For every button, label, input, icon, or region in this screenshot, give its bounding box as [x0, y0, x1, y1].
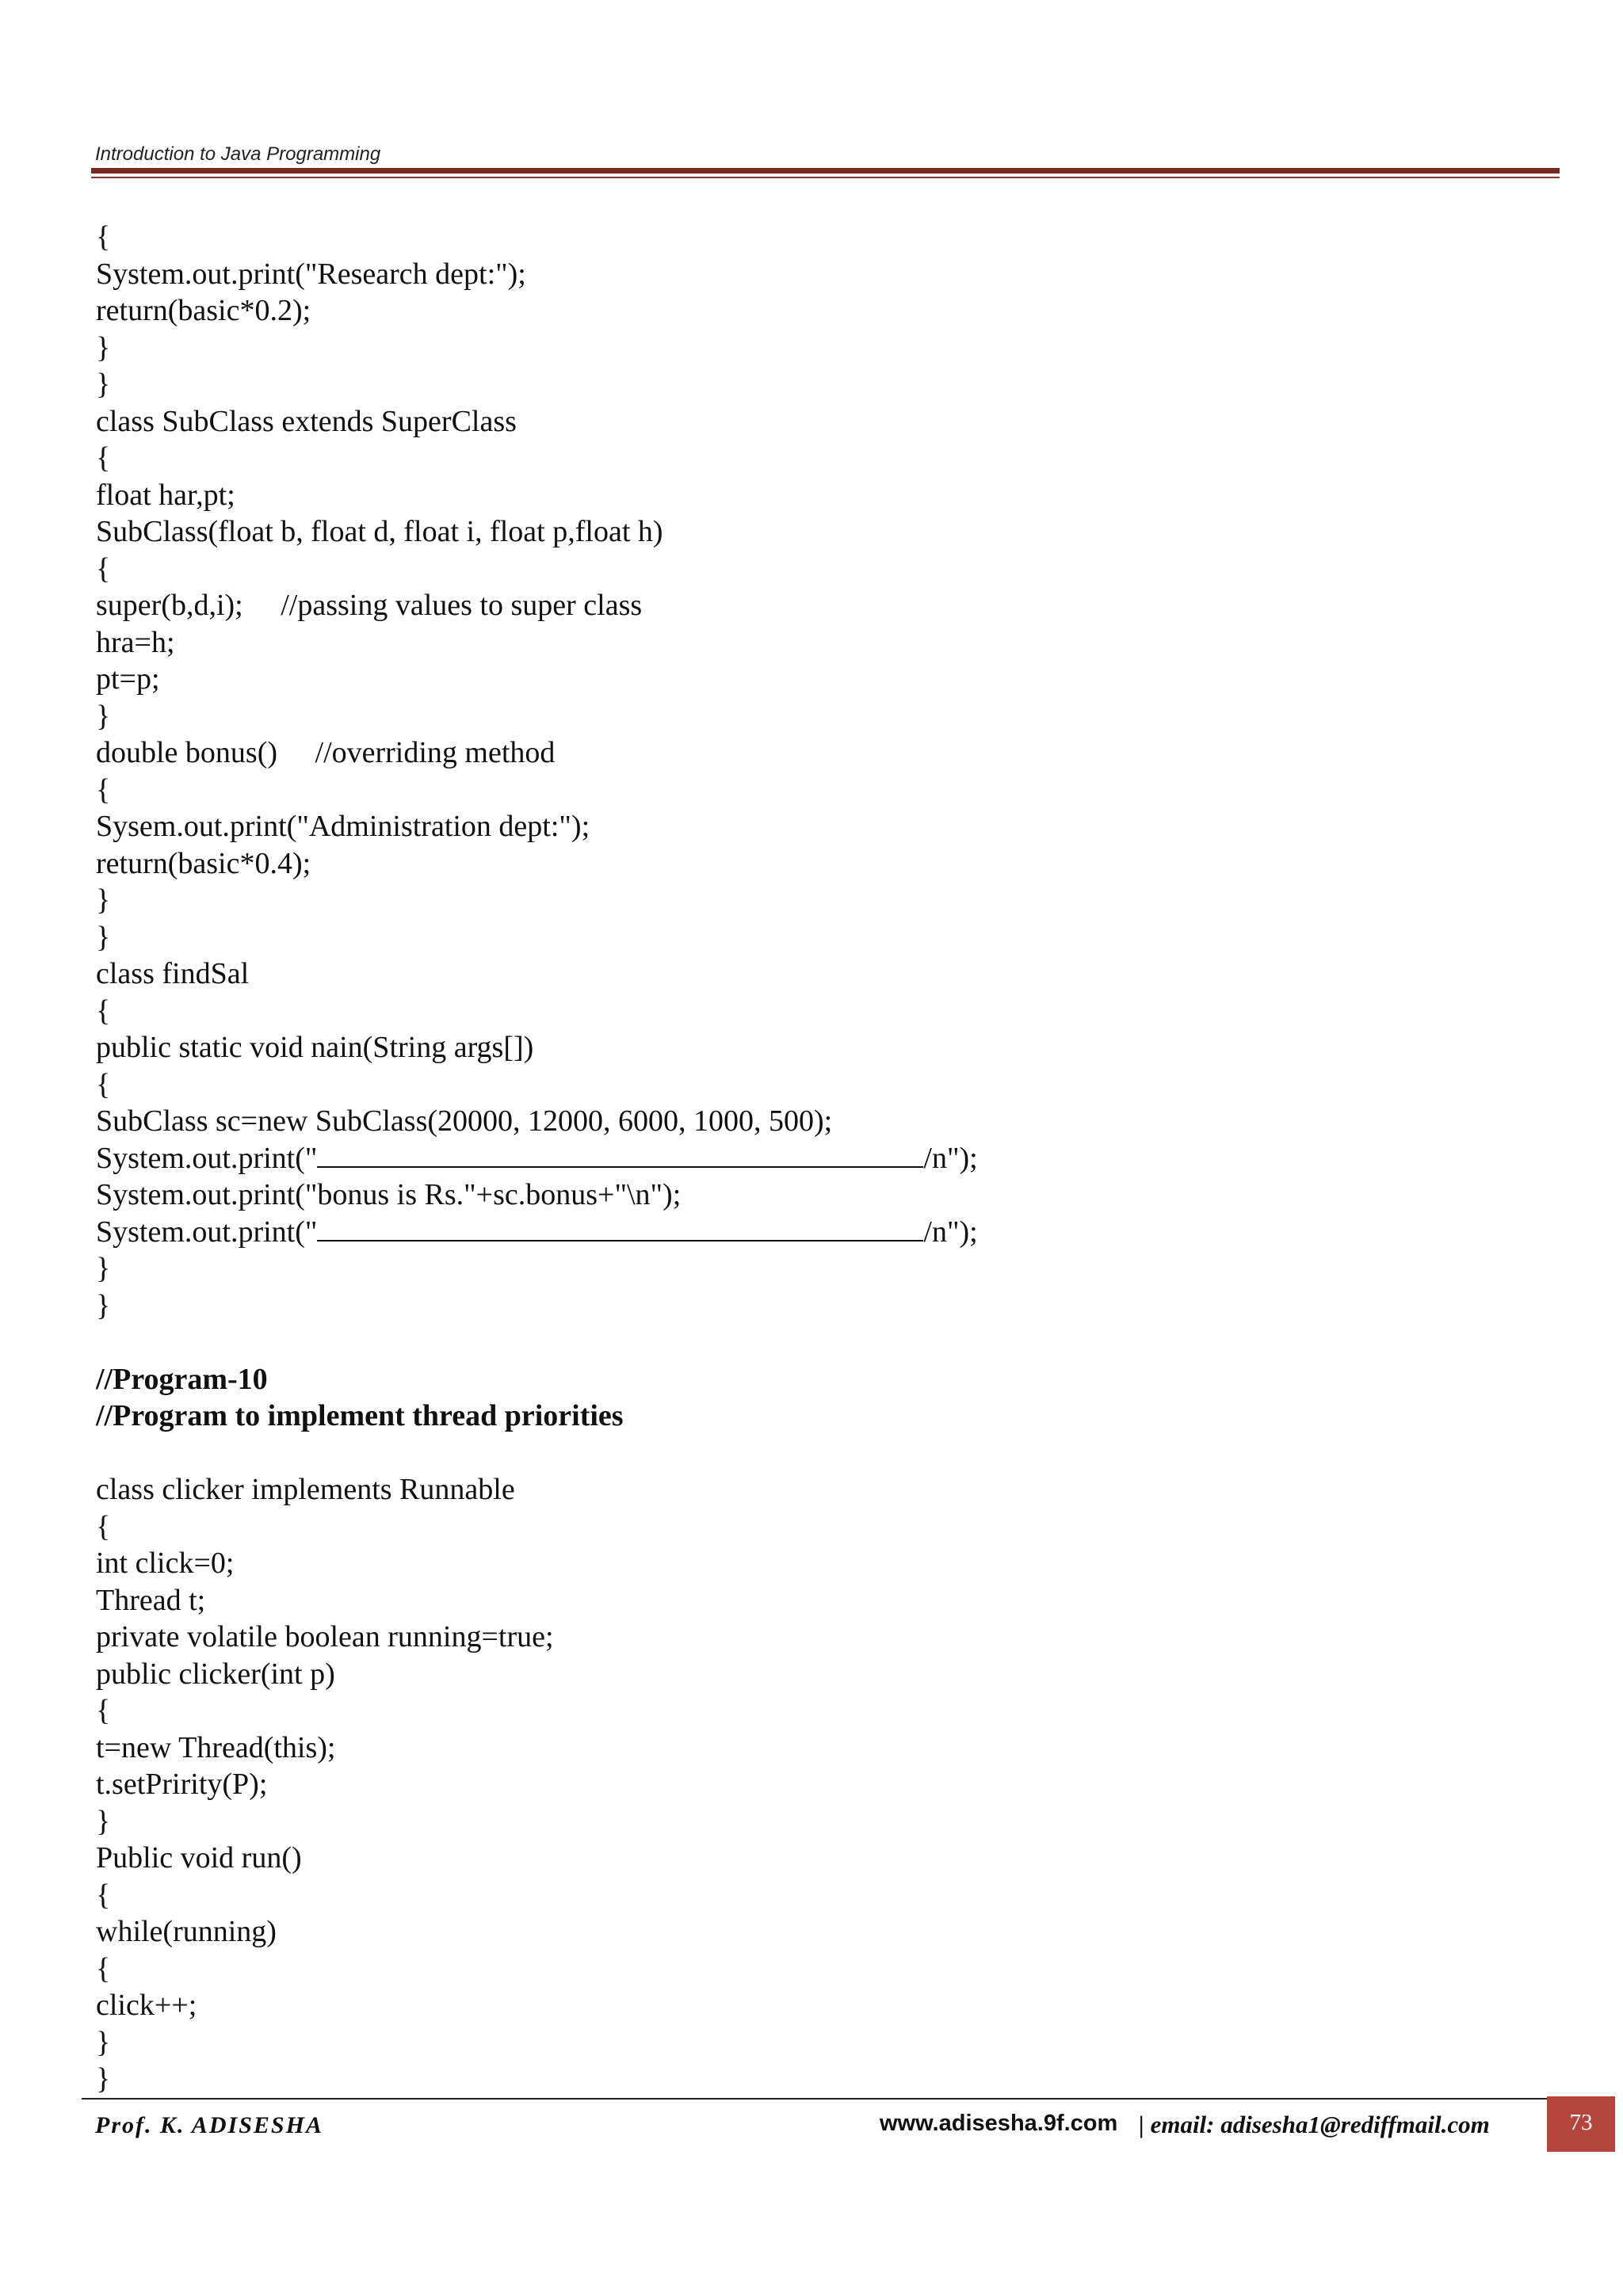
code-line: {	[96, 1878, 111, 1912]
footer-rule	[82, 2098, 1550, 2100]
fill-in-blank	[317, 1216, 923, 1241]
code-line: {	[96, 220, 111, 254]
footer-author: Prof. K. ADISESHA	[95, 2112, 323, 2138]
code-line: class clicker implements Runnable	[96, 1473, 515, 1506]
blank-line	[96, 1324, 1285, 1361]
code-line-with-blank	[96, 1140, 1285, 1177]
code-line: {	[96, 994, 111, 1028]
code-line: int click=0;	[96, 1547, 235, 1580]
code-line: class findSal	[96, 957, 250, 990]
program-heading: //Program-10	[96, 1362, 268, 1396]
blank-line	[96, 1435, 1285, 1472]
code-line: return(basic*0.2);	[96, 294, 311, 327]
code-fragment: System.out.print("	[96, 1215, 318, 1249]
code-line: }	[96, 1288, 111, 1322]
code-fragment: System.out.print("	[96, 1141, 318, 1175]
code-line: return(basic*0.4);	[96, 846, 311, 880]
code-line: float har,pt;	[96, 478, 235, 512]
code-line: }	[96, 2062, 111, 2096]
code-line: click++;	[96, 1989, 197, 2022]
code-line: {	[96, 441, 111, 475]
code-fragment: /n");	[923, 1141, 978, 1175]
code-line: super(b,d,i); //passing values to super class	[96, 589, 643, 622]
code-line: Sysem.out.print("Administration dept:");	[96, 810, 590, 843]
code-line: public clicker(int p)	[96, 1657, 335, 1691]
code-line: {	[96, 1509, 111, 1543]
code-line: SubClass sc=new SubClass(20000, 12000, 6000, 1000, 500);	[96, 1104, 833, 1138]
code-line: }	[96, 1804, 111, 1838]
code-line: t=new Thread(this);	[96, 1730, 336, 1764]
code-line: {	[96, 1694, 111, 1727]
code-line: hra=h;	[96, 625, 175, 659]
code-line: Thread t;	[96, 1583, 206, 1617]
code-line: {	[96, 1067, 111, 1101]
page-number-badge: 73	[1547, 2096, 1615, 2152]
code-line: {	[96, 772, 111, 807]
code-line: }	[96, 1252, 111, 1285]
code-line: }	[96, 699, 111, 733]
code-listing	[96, 219, 1285, 2098]
code-line-with-blank	[96, 1214, 1285, 1251]
code-line: Public void run()	[96, 1841, 302, 1875]
code-line: t.setPririty(P);	[96, 1768, 268, 1801]
code-line: private volatile boolean running=true;	[96, 1620, 554, 1653]
footer-email[interactable]: | email: adisesha1@rediffmail.com	[1139, 2111, 1490, 2138]
header-rule	[91, 168, 1560, 174]
code-line: double bonus() //overriding method	[96, 736, 556, 769]
code-line: {	[96, 1951, 111, 1985]
footer-website-link[interactable]: www.adisesha.9f.com	[880, 2111, 1118, 2136]
running-header-title: Introduction to Java Programming	[95, 143, 381, 165]
code-line: class SubClass extends SuperClass	[96, 404, 517, 438]
code-line: }	[96, 920, 111, 954]
code-line: SubClass(float b, float d, float i, float p,float h)	[96, 515, 663, 548]
code-line: public static void nain(String args[])	[96, 1031, 534, 1064]
code-line: while(running)	[96, 1915, 277, 1948]
program-description: //Program to implement thread priorities	[96, 1399, 624, 1432]
code-line: }	[96, 368, 111, 401]
code-line: {	[96, 551, 111, 585]
code-line: System.out.print("bonus is Rs."+sc.bonus+"\n");	[96, 1178, 682, 1211]
code-fragment: /n");	[923, 1215, 978, 1249]
code-line: }	[96, 883, 111, 917]
header-rule-thin	[91, 177, 1560, 178]
code-line: System.out.print("Research dept:");	[96, 257, 526, 291]
fill-in-blank	[317, 1142, 923, 1168]
code-line: }	[96, 330, 111, 364]
code-line: }	[96, 2025, 111, 2059]
code-line: pt=p;	[96, 662, 160, 696]
